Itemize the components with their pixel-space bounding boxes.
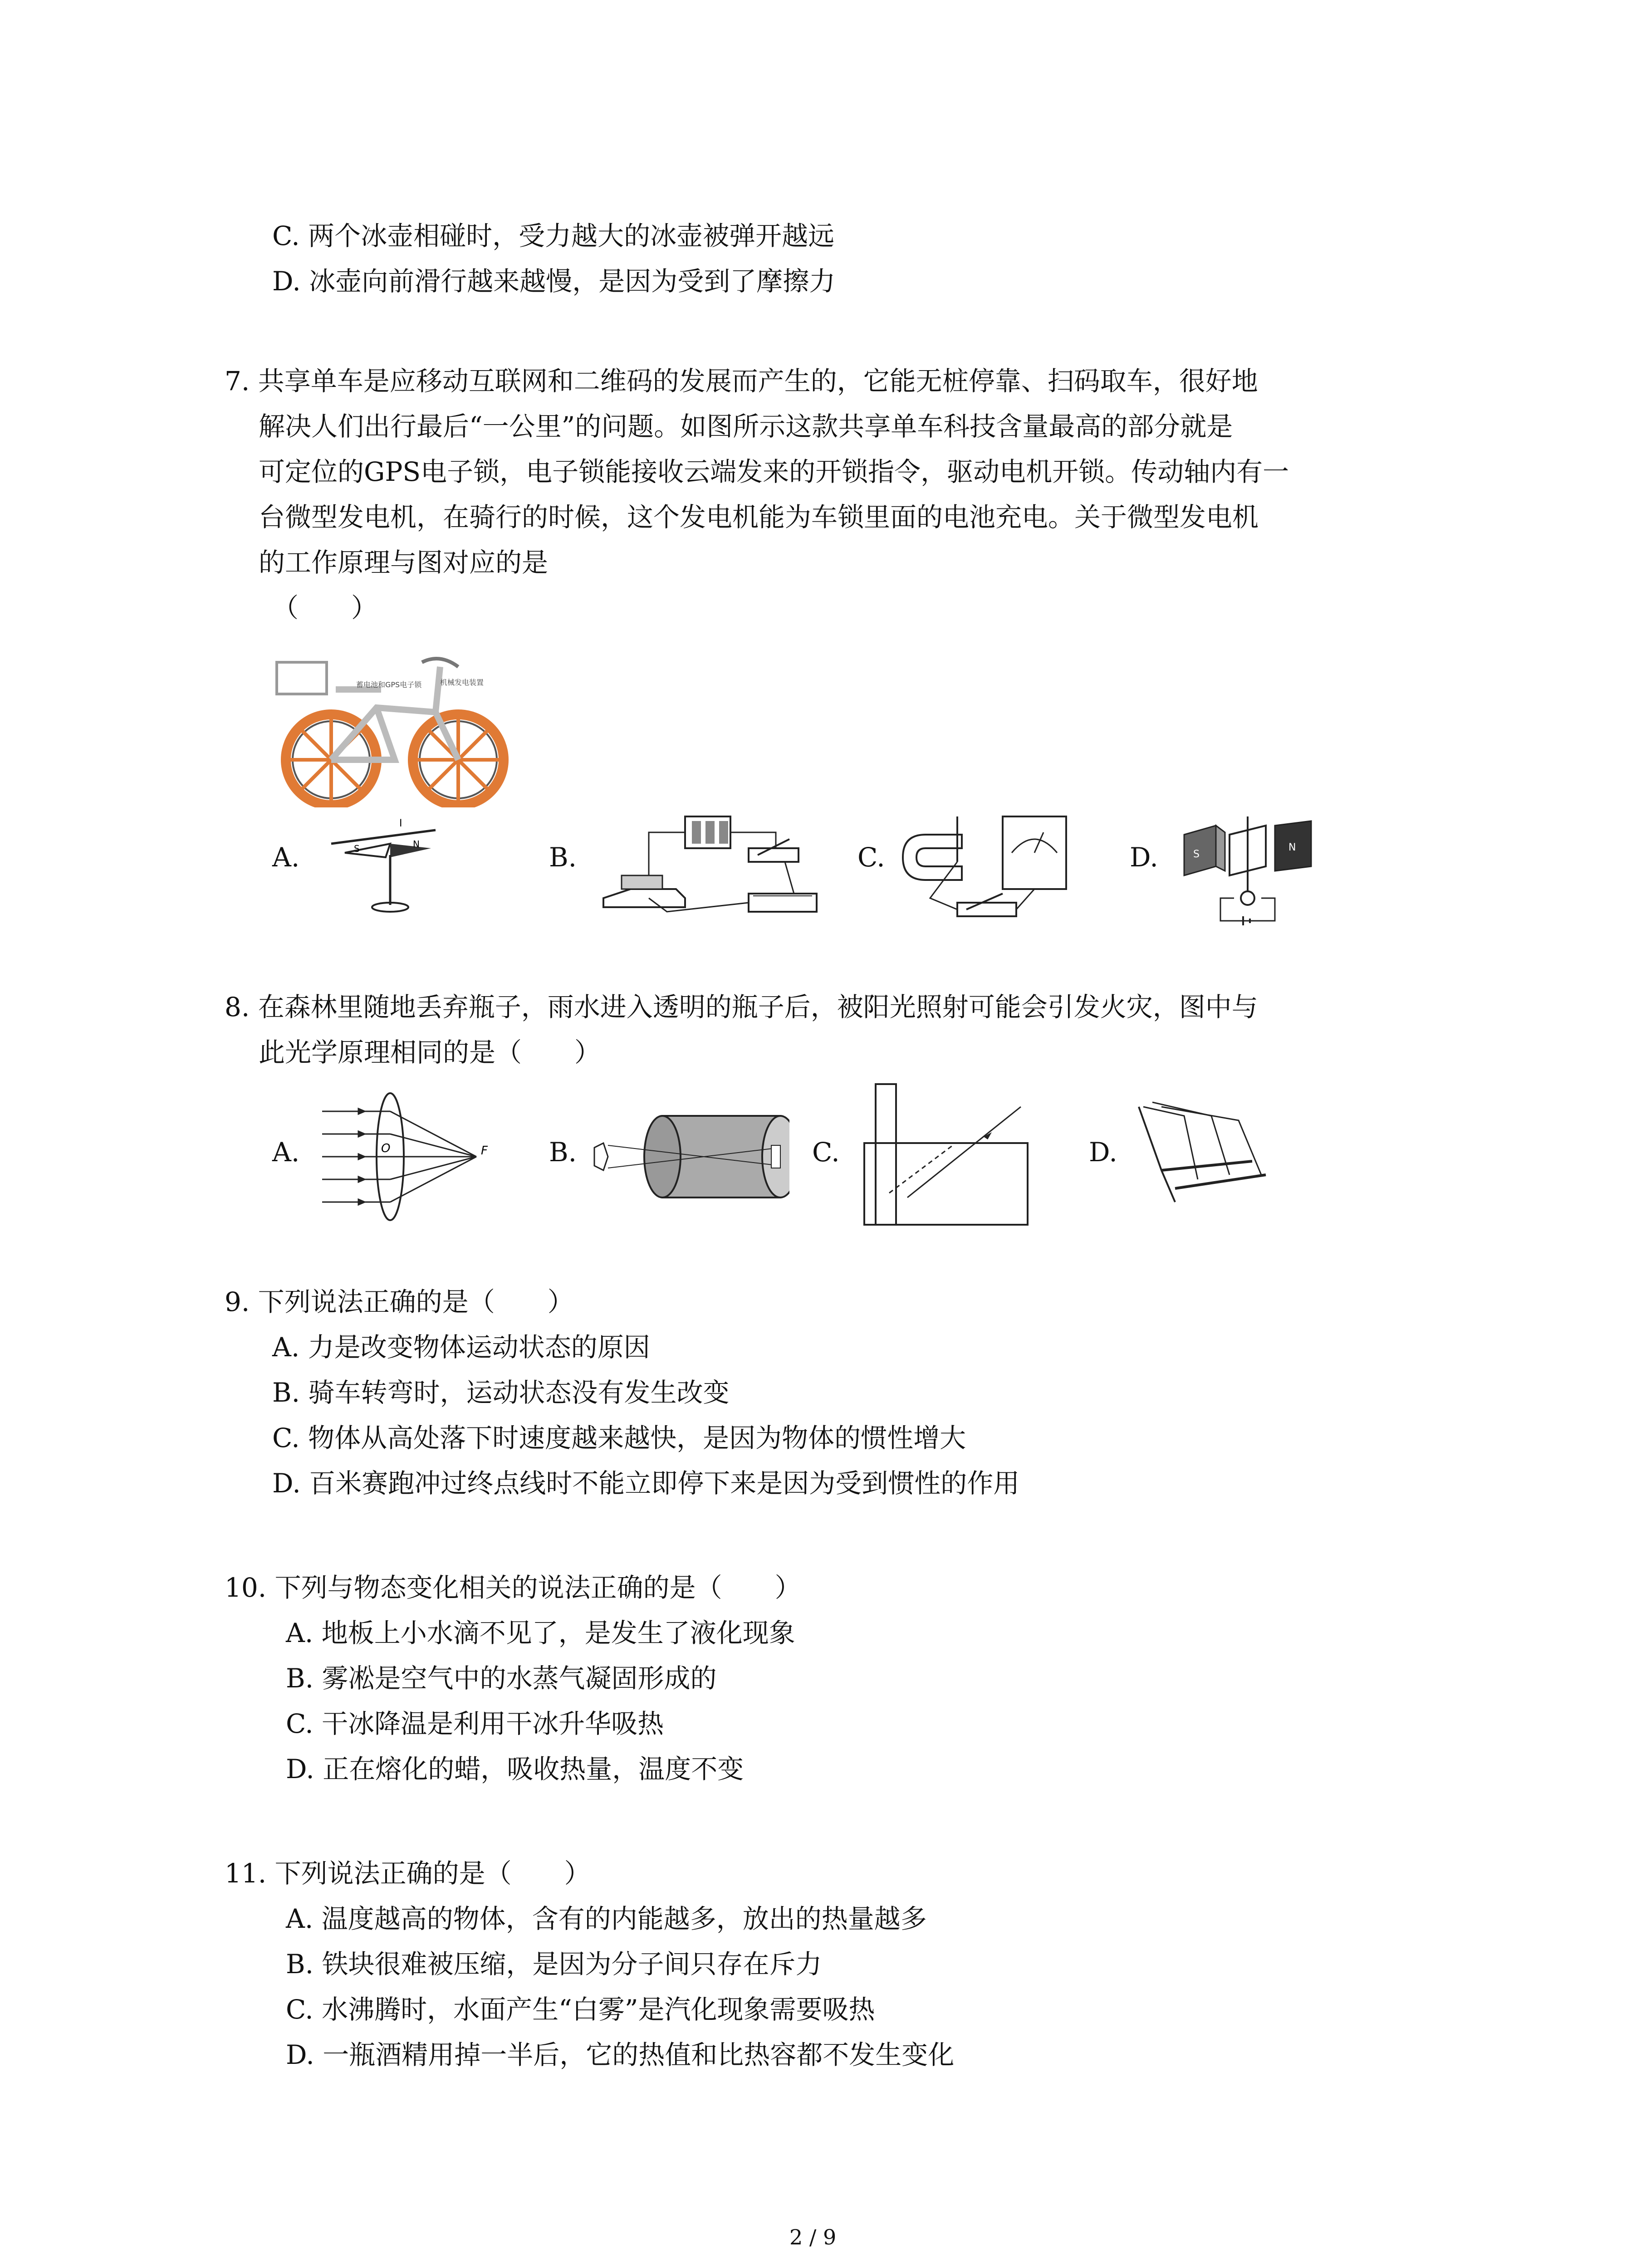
q8-figure-c-refraction (862, 1080, 1053, 1229)
q11-option-b: B. 铁块很难被压缩，是因为分子间只存在斥力 (286, 1949, 822, 1980)
q8-option-a-label: A. (272, 1137, 300, 1168)
q9-option-c: C. 物体从高处落下时速度越来越快，是因为物体的惯性增大 (272, 1422, 966, 1453)
svg-text:N: N (413, 839, 420, 850)
q9-stem: 9. 下列说法正确的是（ ） (225, 1286, 574, 1317)
q7-stem-line-1: 7. 共享单车是应移动互联网和二维码的发展而产生的，它能无桩停靠、扫码取车，很好地 (225, 366, 1258, 396)
q8-option-c-label: C. (812, 1137, 840, 1168)
q8-stem-line-1: 8. 在森林里随地丢弃瓶子，雨水进入透明的瓶子后，被阳光照射可能会引发火灾，图中与 (225, 992, 1258, 1022)
svg-text:S: S (1193, 849, 1200, 860)
q6-option-d: D. 冰壶向前滑行越来越慢，是因为受到了摩擦力 (272, 266, 836, 297)
q7-option-c-label: C. (857, 842, 885, 873)
q7-option-d-label: D. (1130, 842, 1158, 873)
q7-figure-d-motor (1175, 807, 1325, 934)
q8-figure-b-pinhole-camera (590, 1089, 789, 1225)
q8-figure-a-convex-lens (318, 1089, 522, 1225)
lens-focus-label: F (481, 1144, 488, 1158)
q7-figure-a-compass-wire (327, 816, 440, 921)
q10-option-a: A. 地板上小水滴不见了，是发生了液化现象 (286, 1618, 795, 1648)
q9-option-a: A. 力是改变物体运动状态的原因 (272, 1332, 650, 1363)
q7-stem-line-4: 台微型发电机，在骑行的时候，这个发电机能为车锁里面的电池充电。关于微型发电机 (259, 502, 1259, 533)
q11-option-d: D. 一瓶酒精用掉一半后，它的热值和比热容都不发生变化 (286, 2039, 955, 2070)
q7-option-b-label: B. (549, 842, 577, 873)
q7-stem-line-2: 解决人们出行最后“一公里”的问题。如图所示这款共享单车科技含量最高的部分就是 (259, 411, 1233, 442)
q10-option-d: D. 正在熔化的蜡，吸收热量，温度不变 (286, 1754, 744, 1784)
page-number: 2 / 9 (789, 2225, 837, 2249)
q8-option-b-label: B. (549, 1137, 577, 1168)
q7-figure-c-galvanometer (898, 807, 1071, 930)
q10-option-c: C. 干冰降温是利用干冰升华吸热 (286, 1708, 664, 1739)
q11-option-a: A. 温度越高的物体，含有的内能越多，放出的热量越多 (286, 1903, 927, 1934)
bike-label-battery-lock: 蓄电池和GPS电子锁 (356, 680, 422, 689)
q11-stem: 11. 下列说法正确的是（ ） (225, 1858, 591, 1889)
q9-option-d: D. 百米赛跑冲过终点线时不能立即停下来是因为受到惯性的作用 (272, 1468, 1020, 1499)
q9-option-b: B. 骑车转弯时，运动状态没有发生改变 (272, 1377, 730, 1408)
q7-figure-b-circuit (594, 807, 830, 930)
q8-option-d-label: D. (1089, 1137, 1117, 1168)
q8-stem-line-2: 此光学原理相同的是（ ） (259, 1037, 601, 1068)
lens-center-label: O (381, 1142, 391, 1155)
q7-stem-line-5: 的工作原理与图对应的是 (259, 547, 549, 578)
q10-option-b: B. 雾凇是空气中的水蒸气凝固形成的 (286, 1663, 717, 1694)
q7-stem-line-3: 可定位的GPS电子锁，电子锁能接收云端发来的开锁指令，驱动电机开锁。传动轴内有一 (259, 456, 1289, 487)
bike-label-generator: 机械发电装置 (440, 678, 484, 687)
q11-option-c: C. 水沸腾时，水面产生“白雾”是汽化现象需要吸热 (286, 1994, 875, 2025)
q6-option-c: C. 两个冰壶相碰时，受力越大的冰壶被弹开越远 (272, 220, 835, 251)
svg-text:S: S (354, 843, 360, 854)
bicycle-basket (277, 662, 327, 694)
svg-text:N: N (1288, 842, 1296, 853)
svg-text:I: I (399, 818, 402, 829)
q8-figure-d-periscope (1134, 1098, 1279, 1207)
q10-stem: 10. 下列与物态变化相关的说法正确的是（ ） (225, 1572, 801, 1603)
q7-option-a-label: A. (272, 842, 300, 873)
shared-bicycle-image (268, 635, 522, 807)
q7-answer-blank: （ ） (272, 592, 378, 623)
